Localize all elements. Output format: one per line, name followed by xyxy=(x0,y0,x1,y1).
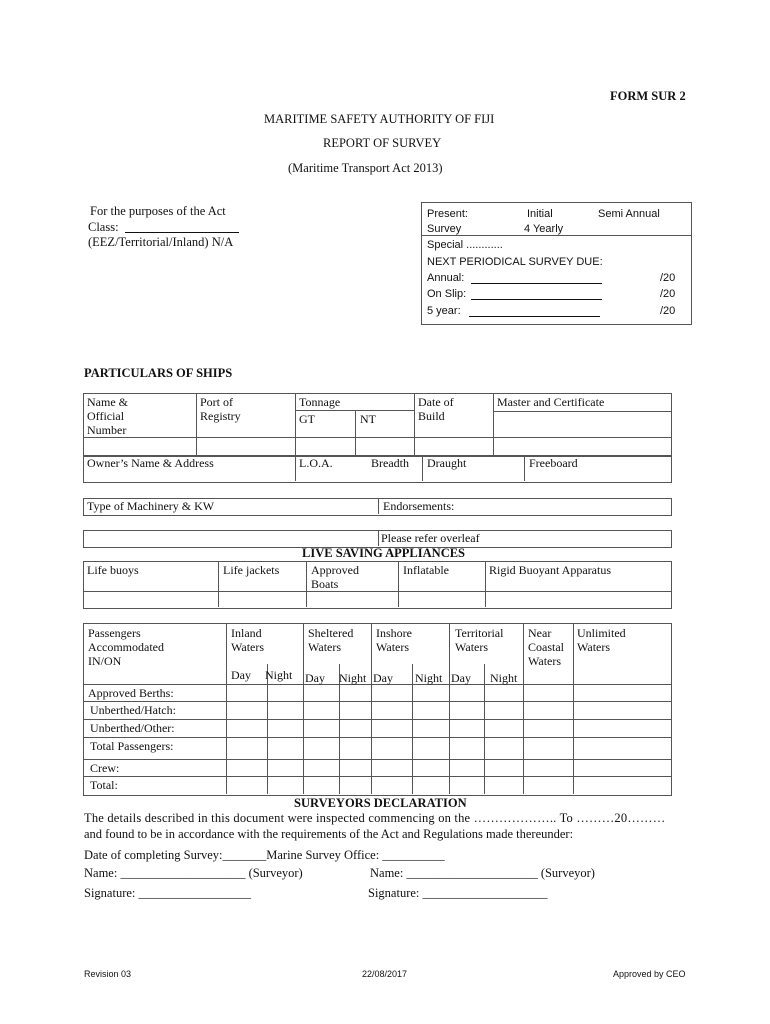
row-divider xyxy=(83,719,671,720)
class-field[interactable] xyxy=(125,232,239,233)
col-divider xyxy=(414,393,415,437)
sheltered-night: Night xyxy=(339,671,367,685)
col-divider xyxy=(523,623,524,794)
passengers-header: Passengers Accommodated IN/ON xyxy=(88,626,164,668)
unlimited-header: Unlimited Waters xyxy=(577,626,626,654)
port-registry-header: Port of Registry xyxy=(200,395,241,423)
five-year-field[interactable] xyxy=(469,316,600,317)
row-divider xyxy=(83,737,671,738)
on-slip-year: /20 xyxy=(660,288,676,300)
report-title: REPORT OF SURVEY xyxy=(323,136,442,150)
refer-overleaf: Please refer overleaf xyxy=(381,531,480,545)
five-year-year: /20 xyxy=(660,305,676,317)
sheltered-header: Sheltered Waters xyxy=(308,626,354,654)
near-coastal-header: Near Coastal Waters xyxy=(528,626,564,668)
eez-line: (EEZ/Territorial/Inland) N/A xyxy=(88,235,234,249)
master-certificate-header: Master and Certificate xyxy=(497,395,605,409)
surveyor-name-left[interactable]: Name: ____________________ (Surveyor) xyxy=(84,866,303,880)
surveyor-name-right[interactable]: Name: _____________________ (Surveyor) xyxy=(370,866,595,880)
col-divider xyxy=(524,455,525,481)
life-buoys-header: Life buoys xyxy=(87,563,139,577)
survey-box-divider xyxy=(421,235,691,236)
col-divider xyxy=(422,455,423,481)
territorial-day: Day xyxy=(451,671,471,685)
signature-right[interactable]: Signature: ____________________ xyxy=(368,886,548,900)
endorsements-header: Endorsements: xyxy=(383,499,455,513)
purposes-line: For the purposes of the Act xyxy=(90,204,226,218)
revision-date: 22/08/2017 xyxy=(362,969,408,979)
col-divider xyxy=(218,561,219,607)
breadth-header: Breadth xyxy=(371,456,409,470)
loa-header: L.O.A. xyxy=(299,456,333,470)
approved-by: Approved by CEO xyxy=(613,969,686,979)
col-divider xyxy=(378,530,379,546)
col-divider xyxy=(378,498,379,514)
four-yearly-option[interactable]: 4 Yearly xyxy=(524,223,564,235)
col-divider xyxy=(412,664,413,794)
col-divider xyxy=(295,437,296,455)
col-divider xyxy=(573,623,574,794)
col-divider xyxy=(196,437,197,455)
lsa-row-divider xyxy=(83,591,671,592)
lsa-heading: LIVE SAVING APPLIANCES xyxy=(302,546,466,560)
act-reference: (Maritime Transport Act 2013) xyxy=(288,161,443,175)
total-label: Total: xyxy=(90,778,118,792)
col-divider xyxy=(306,561,307,607)
territorial-night: Night xyxy=(490,671,518,685)
master-divider xyxy=(493,411,671,412)
rigid-header: Rigid Buoyant Apparatus xyxy=(489,563,611,577)
date-build-header: Date of Build xyxy=(418,395,454,423)
declaration-heading: SURVEYORS DECLARATION xyxy=(294,796,467,810)
col-divider xyxy=(493,437,494,455)
col-divider xyxy=(485,561,486,607)
owner-header: Owner’s Name & Address xyxy=(87,456,214,470)
freeboard-header: Freeboard xyxy=(529,456,578,470)
name-official-header: Name & Official Number xyxy=(87,395,128,437)
col-divider xyxy=(355,437,356,455)
special-option[interactable]: Special ............ xyxy=(427,239,503,251)
row-divider xyxy=(83,776,671,777)
date-completing[interactable]: Date of completing Survey:_______Marine Survey Office: __________ xyxy=(84,848,445,862)
unberthed-other-label: Unberthed/Other: xyxy=(90,721,175,735)
inland-night: Night xyxy=(265,668,293,682)
declaration-line2: and found to be in accordance with the requirements of the Act and Regulations made thereunder: xyxy=(84,827,574,841)
col-divider xyxy=(414,437,415,455)
annual-field[interactable] xyxy=(471,283,602,284)
col-divider xyxy=(226,623,227,794)
inshore-night: Night xyxy=(415,671,443,685)
class-label: Class: xyxy=(88,220,119,234)
on-slip-label: On Slip: xyxy=(427,288,467,300)
total-passengers-label: Total Passengers: xyxy=(90,739,174,753)
inshore-header: Inshore Waters xyxy=(376,626,412,654)
semi-annual-option[interactable]: Semi Annual xyxy=(598,208,660,220)
col-divider xyxy=(449,623,450,794)
col-divider xyxy=(484,664,485,794)
annual-label: Annual: xyxy=(427,272,465,284)
unberthed-hatch-label: Unberthed/Hatch: xyxy=(90,703,176,717)
initial-option[interactable]: Initial xyxy=(527,208,553,220)
declaration-line1: The details described in this document were inspected commencing on the ……………….. To ………20……… xyxy=(84,811,666,825)
col-divider xyxy=(493,393,494,437)
five-year-label: 5 year: xyxy=(427,305,461,317)
on-slip-field[interactable] xyxy=(471,299,602,300)
annual-year: /20 xyxy=(660,272,676,284)
inland-header: Inland Waters xyxy=(231,626,265,654)
col-divider xyxy=(398,561,399,607)
tonnage-header: Tonnage xyxy=(299,395,341,409)
authority-title: MARITIME SAFETY AUTHORITY OF FIJI xyxy=(264,112,495,126)
survey-label: Survey xyxy=(427,223,462,235)
inland-day: Day xyxy=(231,668,251,682)
life-jackets-header: Life jackets xyxy=(223,563,280,577)
territorial-header: Territorial Waters xyxy=(455,626,504,654)
approved-boats-header: Approved Boats xyxy=(311,563,359,591)
col-divider xyxy=(295,393,296,437)
col-divider xyxy=(196,393,197,437)
present-label: Present: xyxy=(427,208,468,220)
particulars-row-divider xyxy=(83,437,671,438)
row-divider xyxy=(83,759,671,760)
col-divider xyxy=(267,664,268,794)
col-divider xyxy=(371,623,372,794)
nt-header: NT xyxy=(360,412,376,426)
gt-header: GT xyxy=(299,412,315,426)
particulars-heading: PARTICULARS OF SHIPS xyxy=(84,366,233,380)
next-due-label: NEXT PERIODICAL SURVEY DUE: xyxy=(427,256,603,268)
sheltered-day: Day xyxy=(305,671,325,685)
col-divider xyxy=(303,623,304,794)
signature-left[interactable]: Signature: __________________ xyxy=(84,886,252,900)
form-id: FORM SUR 2 xyxy=(610,89,686,103)
inshore-day: Day xyxy=(373,671,393,685)
col-divider xyxy=(355,410,356,437)
crew-label: Crew: xyxy=(90,761,120,775)
inflatable-header: Inflatable xyxy=(403,563,449,577)
draught-header: Draught xyxy=(427,456,467,470)
machinery-header: Type of Machinery & KW xyxy=(87,499,215,513)
col-divider xyxy=(295,455,296,481)
row-divider xyxy=(83,701,671,702)
revision: Revision 03 xyxy=(84,969,132,979)
approved-berths-label: Approved Berths: xyxy=(88,686,174,700)
